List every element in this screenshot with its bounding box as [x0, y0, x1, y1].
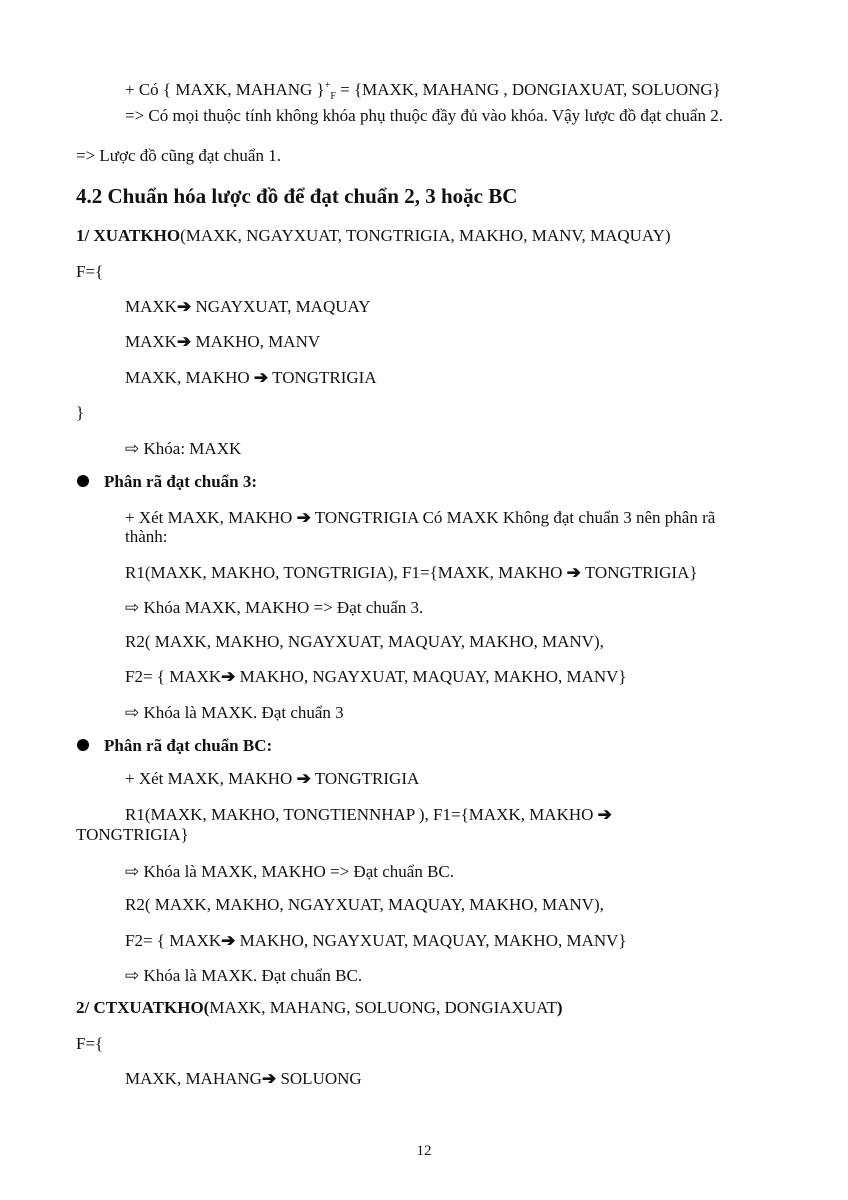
key-line: ⇨ Khóa: MAXK	[125, 439, 242, 458]
relation-r2: R2( MAXK, MAKHO, NGAYXUAT, MAQUAY, MAKHO, MANV),	[125, 895, 604, 914]
arrow-icon: ➔	[261, 1069, 277, 1088]
bullet-title-bcnf: Phân rã đạt chuẩn BC:	[104, 736, 273, 755]
arrow-icon: ➔	[566, 563, 581, 582]
decompose-line: + Xét MAXK, MAKHO ➔ TONGTRIGIA Có MAXK Không đạt chuẩn 3 nên phân rã	[125, 508, 716, 527]
relation-r1: R1(MAXK, MAKHO, TONGTRIGIA), F1={MAXK, MAKHO ➔ TONGTRIGIA}	[125, 563, 698, 582]
relation-ctxuatkho: 2/ CTXUATKHO(MAXK, MAHANG, SOLUONG, DONGIAXUAT)	[76, 998, 563, 1017]
fd-item: MAXK, MAHANG➔ SOLUONG	[125, 1069, 362, 1088]
implies-icon: ⇨	[125, 439, 140, 458]
fd-item: MAXK➔ NGAYXUAT, MAQUAY	[125, 297, 371, 316]
arrow-icon: ➔	[296, 508, 311, 527]
fd-set-f2: F2= { MAXK➔ MAKHO, NGAYXUAT, MAQUAY, MAKHO, MANV}	[125, 931, 627, 950]
arrow-icon: ➔	[176, 332, 192, 351]
decompose-line: + Xét MAXK, MAKHO ➔ TONGTRIGIA	[125, 769, 420, 788]
arrow-icon: ➔	[253, 368, 269, 387]
key-line: ⇨ Khóa là MAXK. Đạt chuẩn 3	[125, 703, 344, 722]
relation-r1-cont: TONGTRIGIA}	[76, 825, 189, 844]
relation-xuatkho: 1/ XUATKHO(MAXK, NGAYXUAT, TONGTRIGIA, MAKHO, MANV, MAQUAY)	[76, 226, 671, 245]
bullet-icon	[77, 739, 89, 751]
bullet-icon	[77, 475, 89, 487]
closure-line: + Có { MAXK, MAHANG }$^+_F$ = {MAXK, MAHANG , DONGIAXUAT, SOLUONG}	[125, 80, 721, 102]
fd-set-open: F={	[76, 1034, 104, 1053]
key-line: ⇨ Khóa là MAXK. Đạt chuẩn BC.	[125, 966, 363, 985]
fd-item: MAXK, MAKHO ➔ TONGTRIGIA	[125, 368, 377, 387]
conclusion-2nf: => Có mọi thuộc tính không khóa phụ thuộc đầy đủ vào khóa. Vậy lược đồ đạt chuẩn 2.	[125, 106, 723, 125]
page-number: 12	[416, 1143, 432, 1159]
arrow-icon: ➔	[176, 297, 192, 316]
section-heading: 4.2 Chuẩn hóa lược đồ để đạt chuẩn 2, 3 hoặc BC	[76, 184, 518, 208]
arrow-icon: ➔	[221, 931, 236, 950]
fd-set-close: }	[76, 403, 85, 422]
fd-set-f2: F2= { MAXK➔ MAKHO, NGAYXUAT, MAQUAY, MAKHO, MANV}	[125, 667, 627, 686]
key-line: ⇨ Khóa MAXK, MAKHO => Đạt chuẩn 3.	[125, 598, 424, 617]
arrow-icon: ➔	[221, 667, 236, 686]
arrow-icon: ➔	[296, 769, 311, 788]
relation-r2: R2( MAXK, MAKHO, NGAYXUAT, MAQUAY, MAKHO, MANV),	[125, 632, 604, 651]
bullet-title-3nf: Phân rã đạt chuẩn 3:	[104, 472, 258, 491]
arrow-icon: ➔	[597, 805, 612, 824]
relation-r1: R1(MAXK, MAKHO, TONGTIENNHAP ), F1={MAXK, MAKHO ➔	[125, 805, 612, 824]
key-line: ⇨ Khóa là MAXK, MAKHO => Đạt chuẩn BC.	[125, 862, 454, 881]
implies-icon: ⇨	[125, 862, 140, 881]
conclusion-1nf: => Lược đồ cũng đạt chuẩn 1.	[76, 146, 281, 165]
implies-icon: ⇨	[125, 703, 140, 722]
decompose-line-cont: thành:	[125, 527, 168, 546]
fd-set-open: F={	[76, 262, 104, 281]
implies-icon: ⇨	[125, 598, 140, 617]
implies-icon: ⇨	[125, 966, 140, 985]
fd-item: MAXK➔ MAKHO, MANV	[125, 332, 321, 351]
